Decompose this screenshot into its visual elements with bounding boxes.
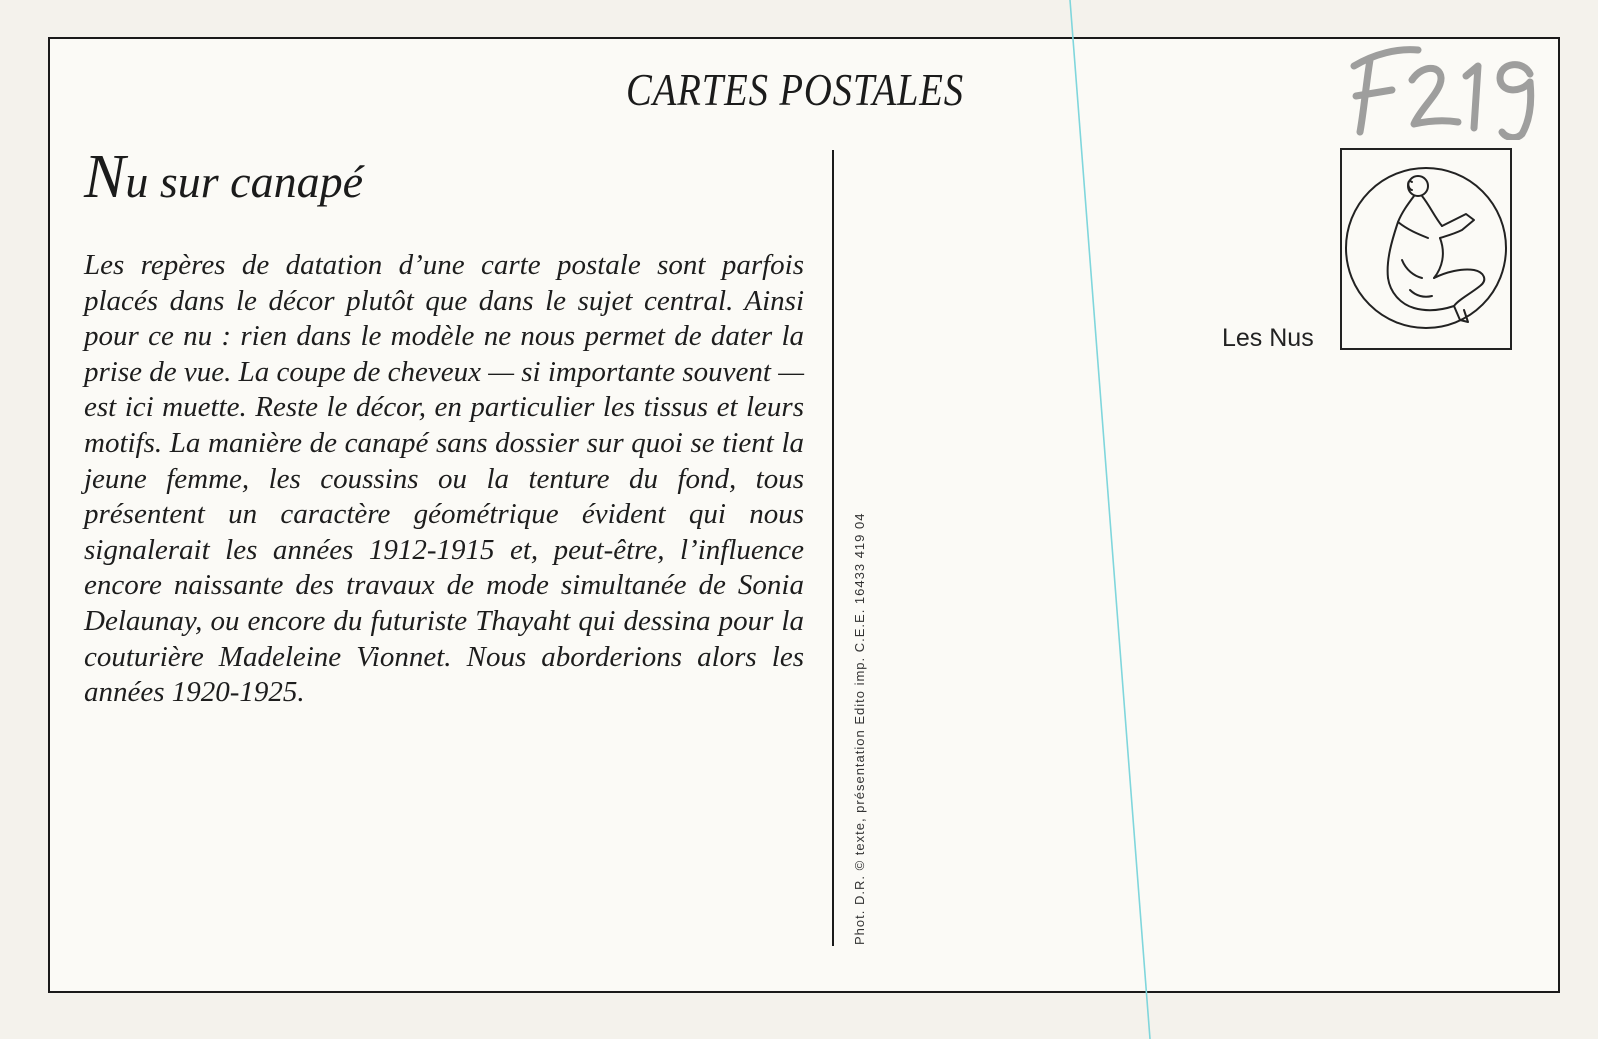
handwritten-code-mark [1340, 40, 1550, 140]
handwritten-code [1340, 40, 1550, 140]
card-title-rest: u sur canapé [125, 156, 363, 207]
divider-line [832, 150, 834, 946]
header-title: CARTES POSTALES [626, 65, 964, 115]
card-title-initial: N [84, 143, 126, 211]
series-logo [1340, 148, 1512, 350]
credit-text: Phot. D.R. © texte, présentation Edito imp. C.E.E. 16433 419 04 [852, 512, 867, 945]
description-text: Les repères de datation d’une carte postale sont parfois placés dans le décor plutôt que dans le sujet central. Ainsi pour ce nu : rien dans le modèle ne nous permet de dater la prise de vue. La coupe de cheveux — si importante souvent — est ici muette. Reste le décor, en particulier les tissus et leurs motifs. La manière de canapé sans dossier sur quoi se tient la jeune femme, les coussins ou la tenture du fond, tous présentent un caractère géométrique évident qui nous signalerait les années 1912-1915 et, peut-être, l’influence encore naissante des travaux de mode simultanée de Sonia Delaunay, ou encore du futuriste Thayaht qui dessina pour la couturière Madeleine Vionnet. Nous aborderions alors les années 1920-1925. [84, 249, 804, 709]
seated-nude-figure-icon [1342, 160, 1510, 340]
series-label: Les Nus [1222, 324, 1314, 352]
card-title [84, 142, 363, 213]
